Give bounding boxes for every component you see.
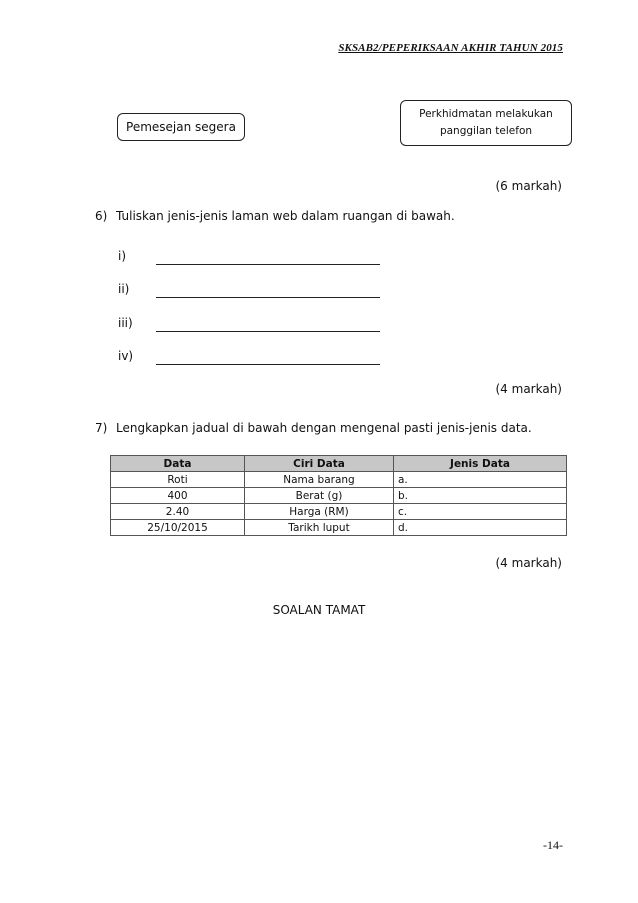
answer-label: iv) xyxy=(118,349,134,363)
question-7-number: 7) xyxy=(95,421,108,435)
cell-data: Roti xyxy=(111,472,245,488)
col-header-ciri-data: Ciri Data xyxy=(245,456,394,472)
table-row xyxy=(111,520,567,536)
q6-marks: (4 markah) xyxy=(495,382,562,396)
table-header-row xyxy=(111,456,567,472)
cell-jenis-data[interactable]: b. xyxy=(394,488,567,504)
question-7 xyxy=(95,421,532,435)
answer-line-3[interactable] xyxy=(118,316,388,332)
cell-ciri-data: Tarikh luput xyxy=(245,520,394,536)
answer-blank xyxy=(156,297,380,298)
answer-blank xyxy=(156,331,380,332)
answer-line-2[interactable] xyxy=(118,282,388,298)
q5-marks: (6 markah) xyxy=(495,179,562,193)
answer-line-1[interactable] xyxy=(118,249,388,265)
answer-label: ii) xyxy=(118,282,130,296)
answer-label: iii) xyxy=(118,316,133,330)
table-row xyxy=(111,488,567,504)
question-6-text: Tuliskan jenis-jenis laman web dalam ruangan di bawah. xyxy=(116,209,455,223)
cell-jenis-data[interactable]: c. xyxy=(394,504,567,520)
cell-data: 400 xyxy=(111,488,245,504)
data-types-table xyxy=(110,455,567,536)
col-header-jenis-data: Jenis Data xyxy=(394,456,567,472)
cell-ciri-data: Berat (g) xyxy=(245,488,394,504)
answer-blank xyxy=(156,364,380,365)
phone-call-service-box xyxy=(400,100,572,146)
question-6-number: 6) xyxy=(95,209,108,223)
question-7-text: Lengkapkan jadual di bawah dengan mengenal pasti jenis-jenis data. xyxy=(116,421,532,435)
exam-header: SKSAB2/PEPERIKSAAN AKHIR TAHUN 2015 xyxy=(338,42,563,54)
cell-jenis-data[interactable]: a. xyxy=(394,472,567,488)
table-row xyxy=(111,504,567,520)
col-header-data: Data xyxy=(111,456,245,472)
phone-call-service-line1: Perkhidmatan melakukan xyxy=(419,108,553,120)
q7-marks: (4 markah) xyxy=(495,556,562,570)
cell-ciri-data: Harga (RM) xyxy=(245,504,394,520)
answer-line-4[interactable] xyxy=(118,349,388,365)
answer-label: i) xyxy=(118,249,127,263)
cell-ciri-data: Nama barang xyxy=(245,472,394,488)
question-6 xyxy=(95,209,455,223)
cell-data: 25/10/2015 xyxy=(111,520,245,536)
phone-call-service-line2: panggilan telefon xyxy=(439,125,533,137)
cell-data: 2.40 xyxy=(111,504,245,520)
table-row xyxy=(111,472,567,488)
cell-jenis-data[interactable]: d. xyxy=(394,520,567,536)
instant-messaging-box: Pemesejan segera xyxy=(117,113,245,141)
page-number: -14- xyxy=(543,838,563,852)
end-of-questions: SOALAN TAMAT xyxy=(272,603,366,617)
answer-blank xyxy=(156,264,380,265)
